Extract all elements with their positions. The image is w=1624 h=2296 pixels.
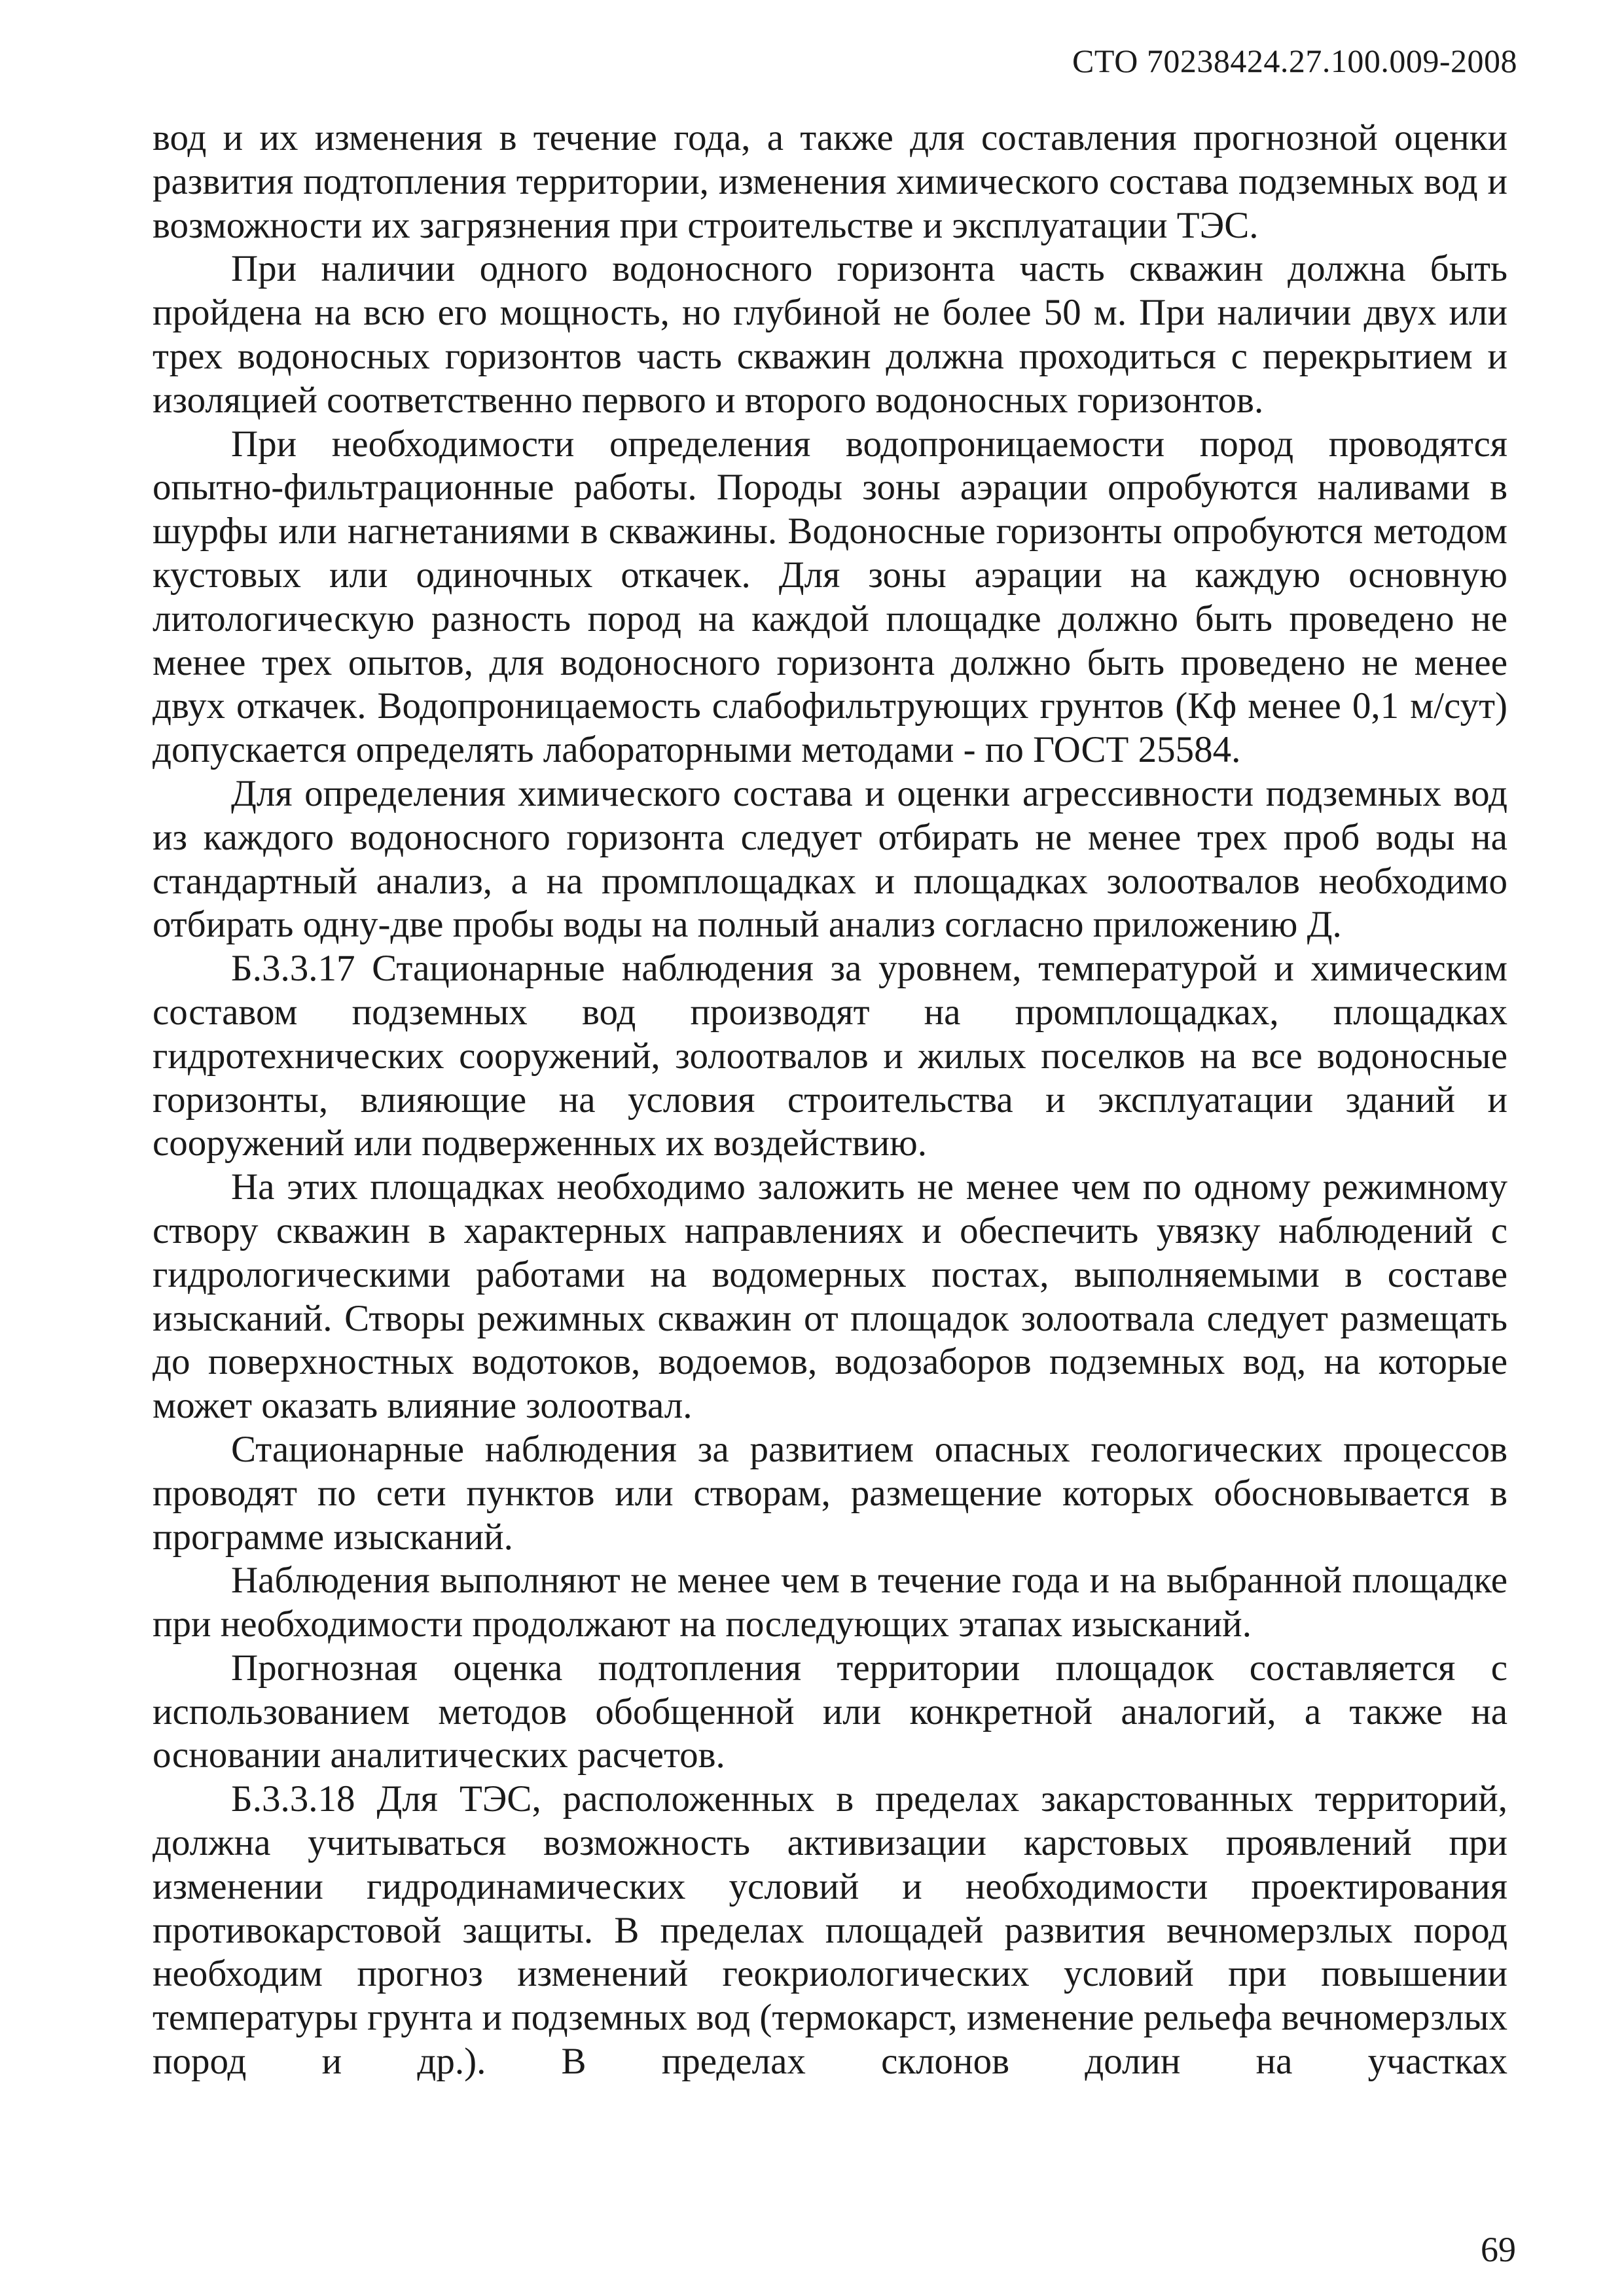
paragraph-observation-duration: Наблюдения выполняют не менее чем в течение года и на выбранной площадке при необходимости продолжают на последующих этапах изысканий. — [153, 1560, 1507, 1645]
paragraph-continuation: вод и их изменения в течение года, а также для составления прогнозной оценки развития подтопления территории, изменения химического состава подземных вод и возможности их загрязнения при строительстве и эксплуатации ТЭС. — [153, 117, 1507, 246]
paragraph-b3317: Б.3.3.17 Стационарные наблюдения за уровнем, температурой и химическим составом подземных вод производят на промплощадках, площадках гидротехнических сооружений, золоотвалов и жилых поселков на все водоносные горизонты, влияющие на условия строительства и эксплуатации зданий и сооружений или подверженных их воздействию. — [153, 948, 1507, 1164]
paragraph-single-aquifer: При наличии одного водоносного горизонта часть скважин должна быть пройдена на всю его мощность, но глубиной не более 50 м. При наличии двух или трех водоносных горизонтов часть скважин должна проходиться с перекрытием и изоляцией соответственно первого и второго водоносных горизонтов. — [153, 248, 1507, 421]
paragraph-b3318: Б.3.3.18 Для ТЭС, расположенных в пределах закарстованных территорий, должна учитываться возможность активизации карстовых проявлений при изменении гидродинамических условий и необходимости проектирования противокарстовой защиты. В пределах площадей развития вечномерзлых пород необходим прогноз изменений геокриологических условий при повышении температуры грунта и подземных вод (термокарст, изменение рельефа вечномерзлых пород и др.). В пределах склонов долин на участках — [153, 1778, 1507, 2083]
page-number: 69 — [1481, 2230, 1516, 2269]
document-code-header: СТО 70238424.27.100.009-2008 — [1072, 43, 1517, 79]
paragraph-forecast: Прогнозная оценка подтопления территории площадок составляется с использованием методов обобщенной или конкретной аналогий, а также на основании аналитических расчетов. — [153, 1647, 1507, 1776]
page-body-text — [153, 117, 1507, 2084]
paragraph-observation-sites: На этих площадках необходимо заложить не менее чем по одному режимному створу скважин в характерных направлениях и обеспечить увязку наблюдений с гидрологическими работами на водомерных постах, выполняемыми в составе изысканий. Створы режимных скважин от площадок золоотвала следует размещать до поверхностных водотоков, водоемов, водозаборов подземных вод, на которые может оказать влияние золоотвал. — [153, 1166, 1507, 1427]
paragraph-permeability: При необходимости определения водопроницаемости пород проводятся опытно-фильтрационные работы. Породы зоны аэрации опробуются наливами в шурфы или нагнетаниями в скважины. Водоносные горизонты опробуются методом кустовых или одиночных откачек. Для зоны аэрации на каждую основную литологическую разность пород на каждой площадке должно быть проведено не менее трех опытов, для водоносного горизонта должно быть проведено не менее двух откачек. Водопроницаемость слабофильтрующих грунтов (Кф менее 0,1 м/сут) допускается определять лабораторными методами - по ГОСТ 25584. — [153, 423, 1507, 771]
paragraph-chemical-composition: Для определения химического состава и оценки агрессивности подземных вод из каждого водоносного горизонта следует отбирать не менее трех проб воды на стандартный анализ, а на промплощадках и площадках золоотвалов необходимо отбирать одну-две пробы воды на полный анализ согласно приложению Д. — [153, 772, 1507, 946]
paragraph-geological-processes: Стационарные наблюдения за развитием опасных геологических процессов проводят по сети пунктов или створам, размещение которых обосновывается в программе изысканий. — [153, 1428, 1507, 1558]
